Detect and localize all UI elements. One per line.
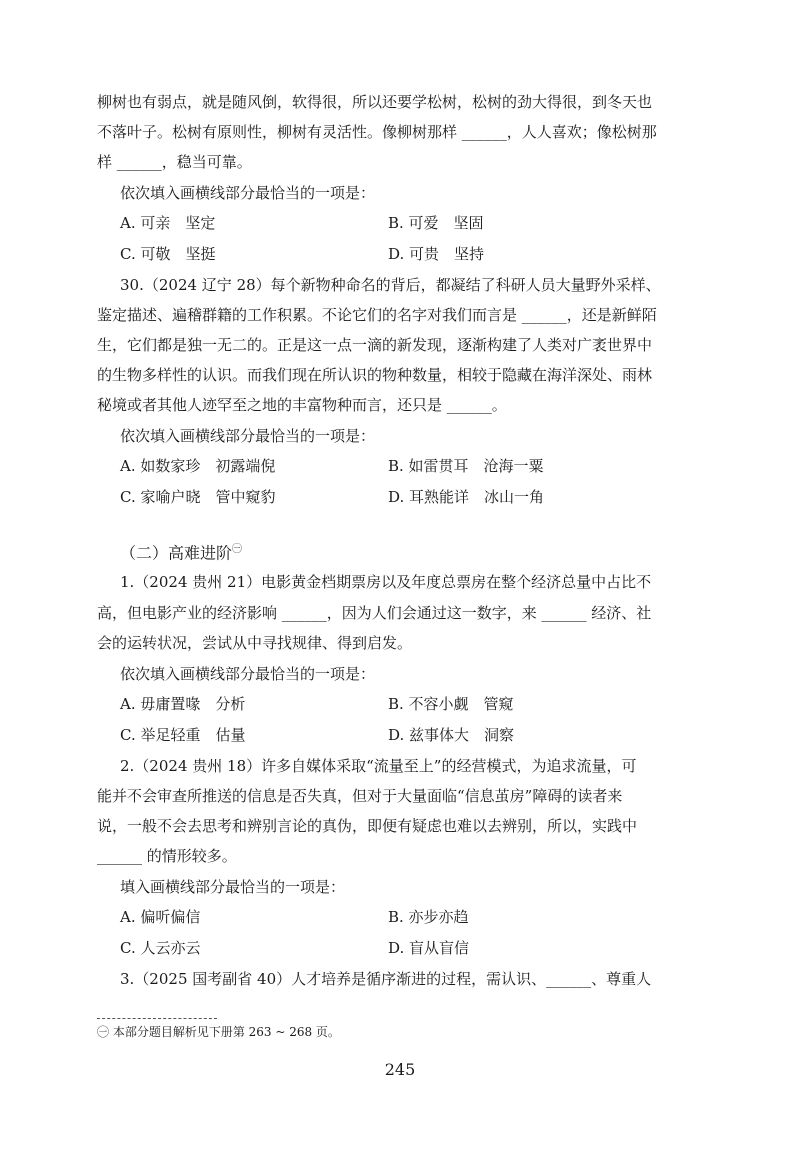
option-b: B. 不容小觑 管窥 xyxy=(388,695,514,713)
question-prompt: 依次填入画横线部分最恰当的一项是： xyxy=(120,427,376,445)
question-30-line: 秘境或者其他人迹罕至之地的丰富物种而言，还只是 ______。 xyxy=(97,396,507,414)
option-a: A. 如数家珍 初露端倪 xyxy=(120,457,276,475)
option-c: C. 人云亦云 xyxy=(120,939,201,957)
option-b: B. 如雷贯耳 沧海一粟 xyxy=(388,457,544,475)
option-row xyxy=(120,483,680,511)
option-row xyxy=(120,690,680,718)
option-a: A. 偏听偏信 xyxy=(120,908,201,926)
text-line: 不落叶子。松树有原则性，柳树有灵活性。像柳树那样 ______，人人喜欢；像松树那 xyxy=(97,123,657,141)
question-2-line: ______ 的情形较多。 xyxy=(97,847,237,865)
option-d: D. 兹事体大 洞察 xyxy=(388,726,515,744)
question-3-line: 3.（2025 国考副省 40）人才培养是循序渐进的过程，需认识、______、尊重人 xyxy=(120,970,652,988)
question-1-line: 1.（2024 贵州 21）电影黄金档期票房以及年度总票房在整个经济总量中占比不 xyxy=(120,573,652,591)
option-a: A. 毋庸置喙 分析 xyxy=(120,695,246,713)
option-row xyxy=(120,452,680,480)
question-30-line: 生，它们都是独一无二的。正是这一点一滴的新发现，逐渐构建了人类对广袤世界中 xyxy=(97,336,653,354)
question-2-line: 2.（2024 贵州 18）许多自媒体采取“流量至上”的经营模式，为追求流量，可 xyxy=(120,757,637,775)
text-line: 样 ______，稳当可靠。 xyxy=(97,153,252,171)
question-30-line: 30.（2024 辽宁 28）每个新物种命名的背后，都凝结了科研人员大量野外采样、 xyxy=(120,276,661,294)
question-1-line: 高，但电影产业的经济影响 ______，因为人们会通过这一数字，来 ______ 经济、社 xyxy=(97,604,652,622)
question-2-line: 能并不会审查所推送的信息是否失真，但对于大量面临“信息茧房”障碍的读者来 xyxy=(97,787,623,805)
option-c: C. 举足轻重 估量 xyxy=(120,726,246,744)
option-d: D. 耳熟能详 冰山一角 xyxy=(388,488,545,506)
option-c: C. 家喻户晓 管中窥豹 xyxy=(120,488,276,506)
text-line: 柳树也有弱点，就是随风倒，软得很，所以还要学松树，松树的劲大得很，到冬天也 xyxy=(97,93,653,111)
footnote: ㊀ 本部分题目解析见下册第 263 ~ 268 页。 xyxy=(97,1025,340,1039)
question-prompt: 填入画横线部分最恰当的一项是： xyxy=(120,878,346,896)
question-30-line: 鉴定描述、遍稽群籍的工作积累。不论它们的名字对我们而言是 ______，还是新鲜陌 xyxy=(97,306,657,324)
option-row xyxy=(120,934,680,962)
question-prompt: 依次填入画横线部分最恰当的一项是： xyxy=(120,665,376,683)
option-a: A. 可亲 坚定 xyxy=(120,214,216,232)
option-row xyxy=(120,903,680,931)
question-prompt: 依次填入画横线部分最恰当的一项是： xyxy=(120,184,376,202)
footnote-marker: ㊀ xyxy=(232,544,243,555)
option-b: B. 可爱 坚固 xyxy=(388,214,484,232)
option-d: D. 盲从盲信 xyxy=(388,939,470,957)
section-heading xyxy=(120,536,242,567)
question-1-line: 会的运转状况，尝试从中寻找规律、得到启发。 xyxy=(97,634,413,652)
option-row xyxy=(120,240,680,268)
option-d: D. 可贵 坚持 xyxy=(388,245,485,263)
option-b: B. 亦步亦趋 xyxy=(388,908,469,926)
option-c: C. 可敬 坚挺 xyxy=(120,245,216,263)
page-number: 245 xyxy=(384,1060,416,1079)
option-row xyxy=(120,209,680,237)
question-30-line: 的生物多样性的认识。而我们现在所认识的物种数量，相较于隐藏在海洋深处、雨林 xyxy=(97,366,653,384)
section-title: （二）高难进阶 xyxy=(120,543,233,563)
question-2-line: 说，一般不会去思考和辨别言论的真伪，即便有疑虑也难以去辨别，所以，实践中 xyxy=(97,817,638,835)
footnote-divider xyxy=(97,1018,217,1019)
option-row xyxy=(120,721,680,749)
